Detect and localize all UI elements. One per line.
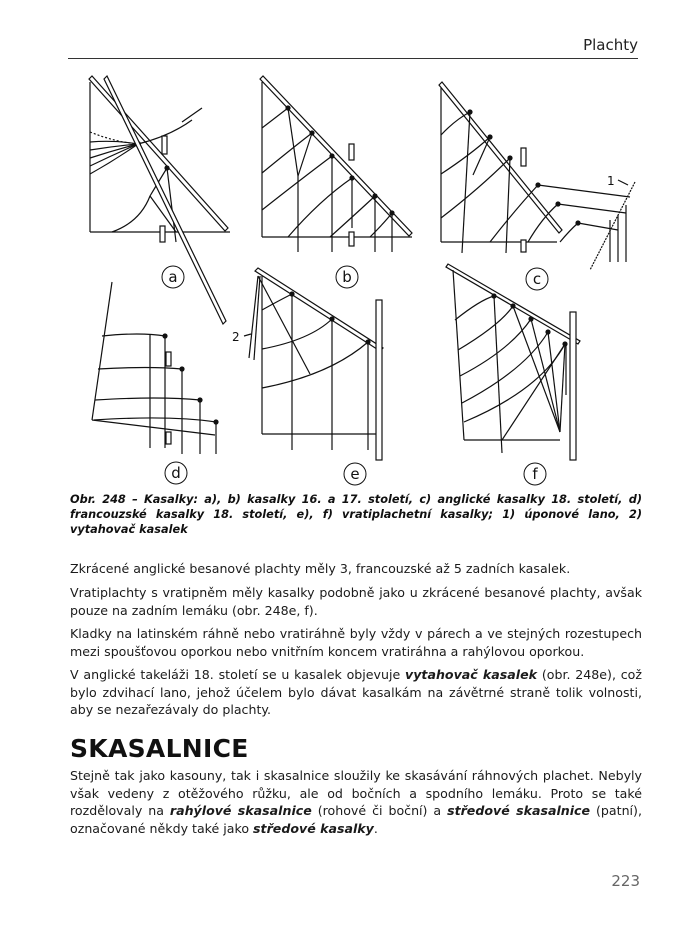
term-stredove-kasalky: středové kasalky [253, 821, 374, 837]
panel-e-label: e [350, 465, 360, 483]
paragraph-4-text-b: (obr. 248e), což bylo zdvihací lano, jehož účelem bylo dávat kasalkám na závětrné straně tolik volnosti, aby se nezařezávaly do plachty. [70, 667, 642, 718]
term-rahylove-skasalnice: rahýlové skasalnice [169, 803, 312, 819]
section-text-a: Stejně tak jako kasouny, tak i skasalnice sloužily ke skasávání ráhnových plachet. Nebyly však vedeny z otěžového růžku, ale od bočních a spodního lemáku. Proto se také rozdělovaly na [70, 768, 642, 819]
running-head [68, 34, 638, 59]
panel-c-drawing [439, 82, 635, 290]
section-text-b: (rohové či boční) a [311, 803, 448, 819]
panel-e-drawing [232, 268, 383, 485]
panel-f-drawing [446, 264, 580, 485]
panel-b-label: b [342, 268, 352, 286]
paragraph-1-text: Zkrácené anglické besanové plachty měly 3, francouzské až 5 zadních kasalek. [70, 561, 571, 576]
paragraph-1 [70, 560, 642, 578]
panel-c-label: c [532, 270, 542, 288]
callout-2: 2 [232, 330, 240, 344]
section-paragraph [70, 767, 642, 838]
term-vytahovac-kasalek: vytahovač kasalek [405, 667, 538, 682]
yard [439, 82, 562, 233]
paragraph-2 [70, 584, 642, 619]
page-number: 223 [611, 872, 640, 890]
term-stredove-skasalnice: středové skasalnice [447, 803, 591, 819]
paragraph-2-text: Vratiplachty s vratipněm měly kasalky podobně jako u zkrácené besanové plachty, avšak pouze na zadním lemáku (obr. 248e, f). [70, 585, 642, 618]
panel-b-drawing [260, 76, 412, 288]
paragraph-4-text-a: V anglické takeláži 18. století se u kasalek objevuje [70, 667, 406, 682]
figure-248 [70, 70, 640, 490]
panel-d-label: d [171, 464, 181, 482]
section-heading: SKASALNICE [70, 734, 249, 763]
running-head-title: Plachty [583, 36, 638, 54]
section-text-c: (patní), označované někdy také jako [70, 803, 642, 837]
paragraph-3-text: Kladky na latinském ráhně nebo vratiráhně byly vždy v párech a ve stejných rozestupech mezi spoušťovou oporkou nebo vnitřním koncem vratiráhna a rahýlovou oporkou. [70, 626, 642, 659]
figure-caption: Obr. 248 – Kasalky: a), b) kasalky 16. a 17. století, c) anglické kasalky 18. století, d) francouzské kasalky 18. století, e), f) vratiplachetní kasalky; 1) úponové lano, 2) vytahovač kasalek [70, 493, 642, 536]
yard [104, 76, 226, 324]
yard [255, 268, 383, 351]
section-text-d: . [373, 821, 378, 837]
panel-f-label: f [532, 465, 538, 483]
paragraph-3 [70, 625, 642, 660]
callout-1: 1 [607, 174, 615, 188]
panel-a-drawing [89, 76, 230, 288]
panel-a-label: a [168, 268, 178, 286]
rigging-diagram [70, 70, 640, 490]
paragraph-4 [70, 666, 642, 719]
